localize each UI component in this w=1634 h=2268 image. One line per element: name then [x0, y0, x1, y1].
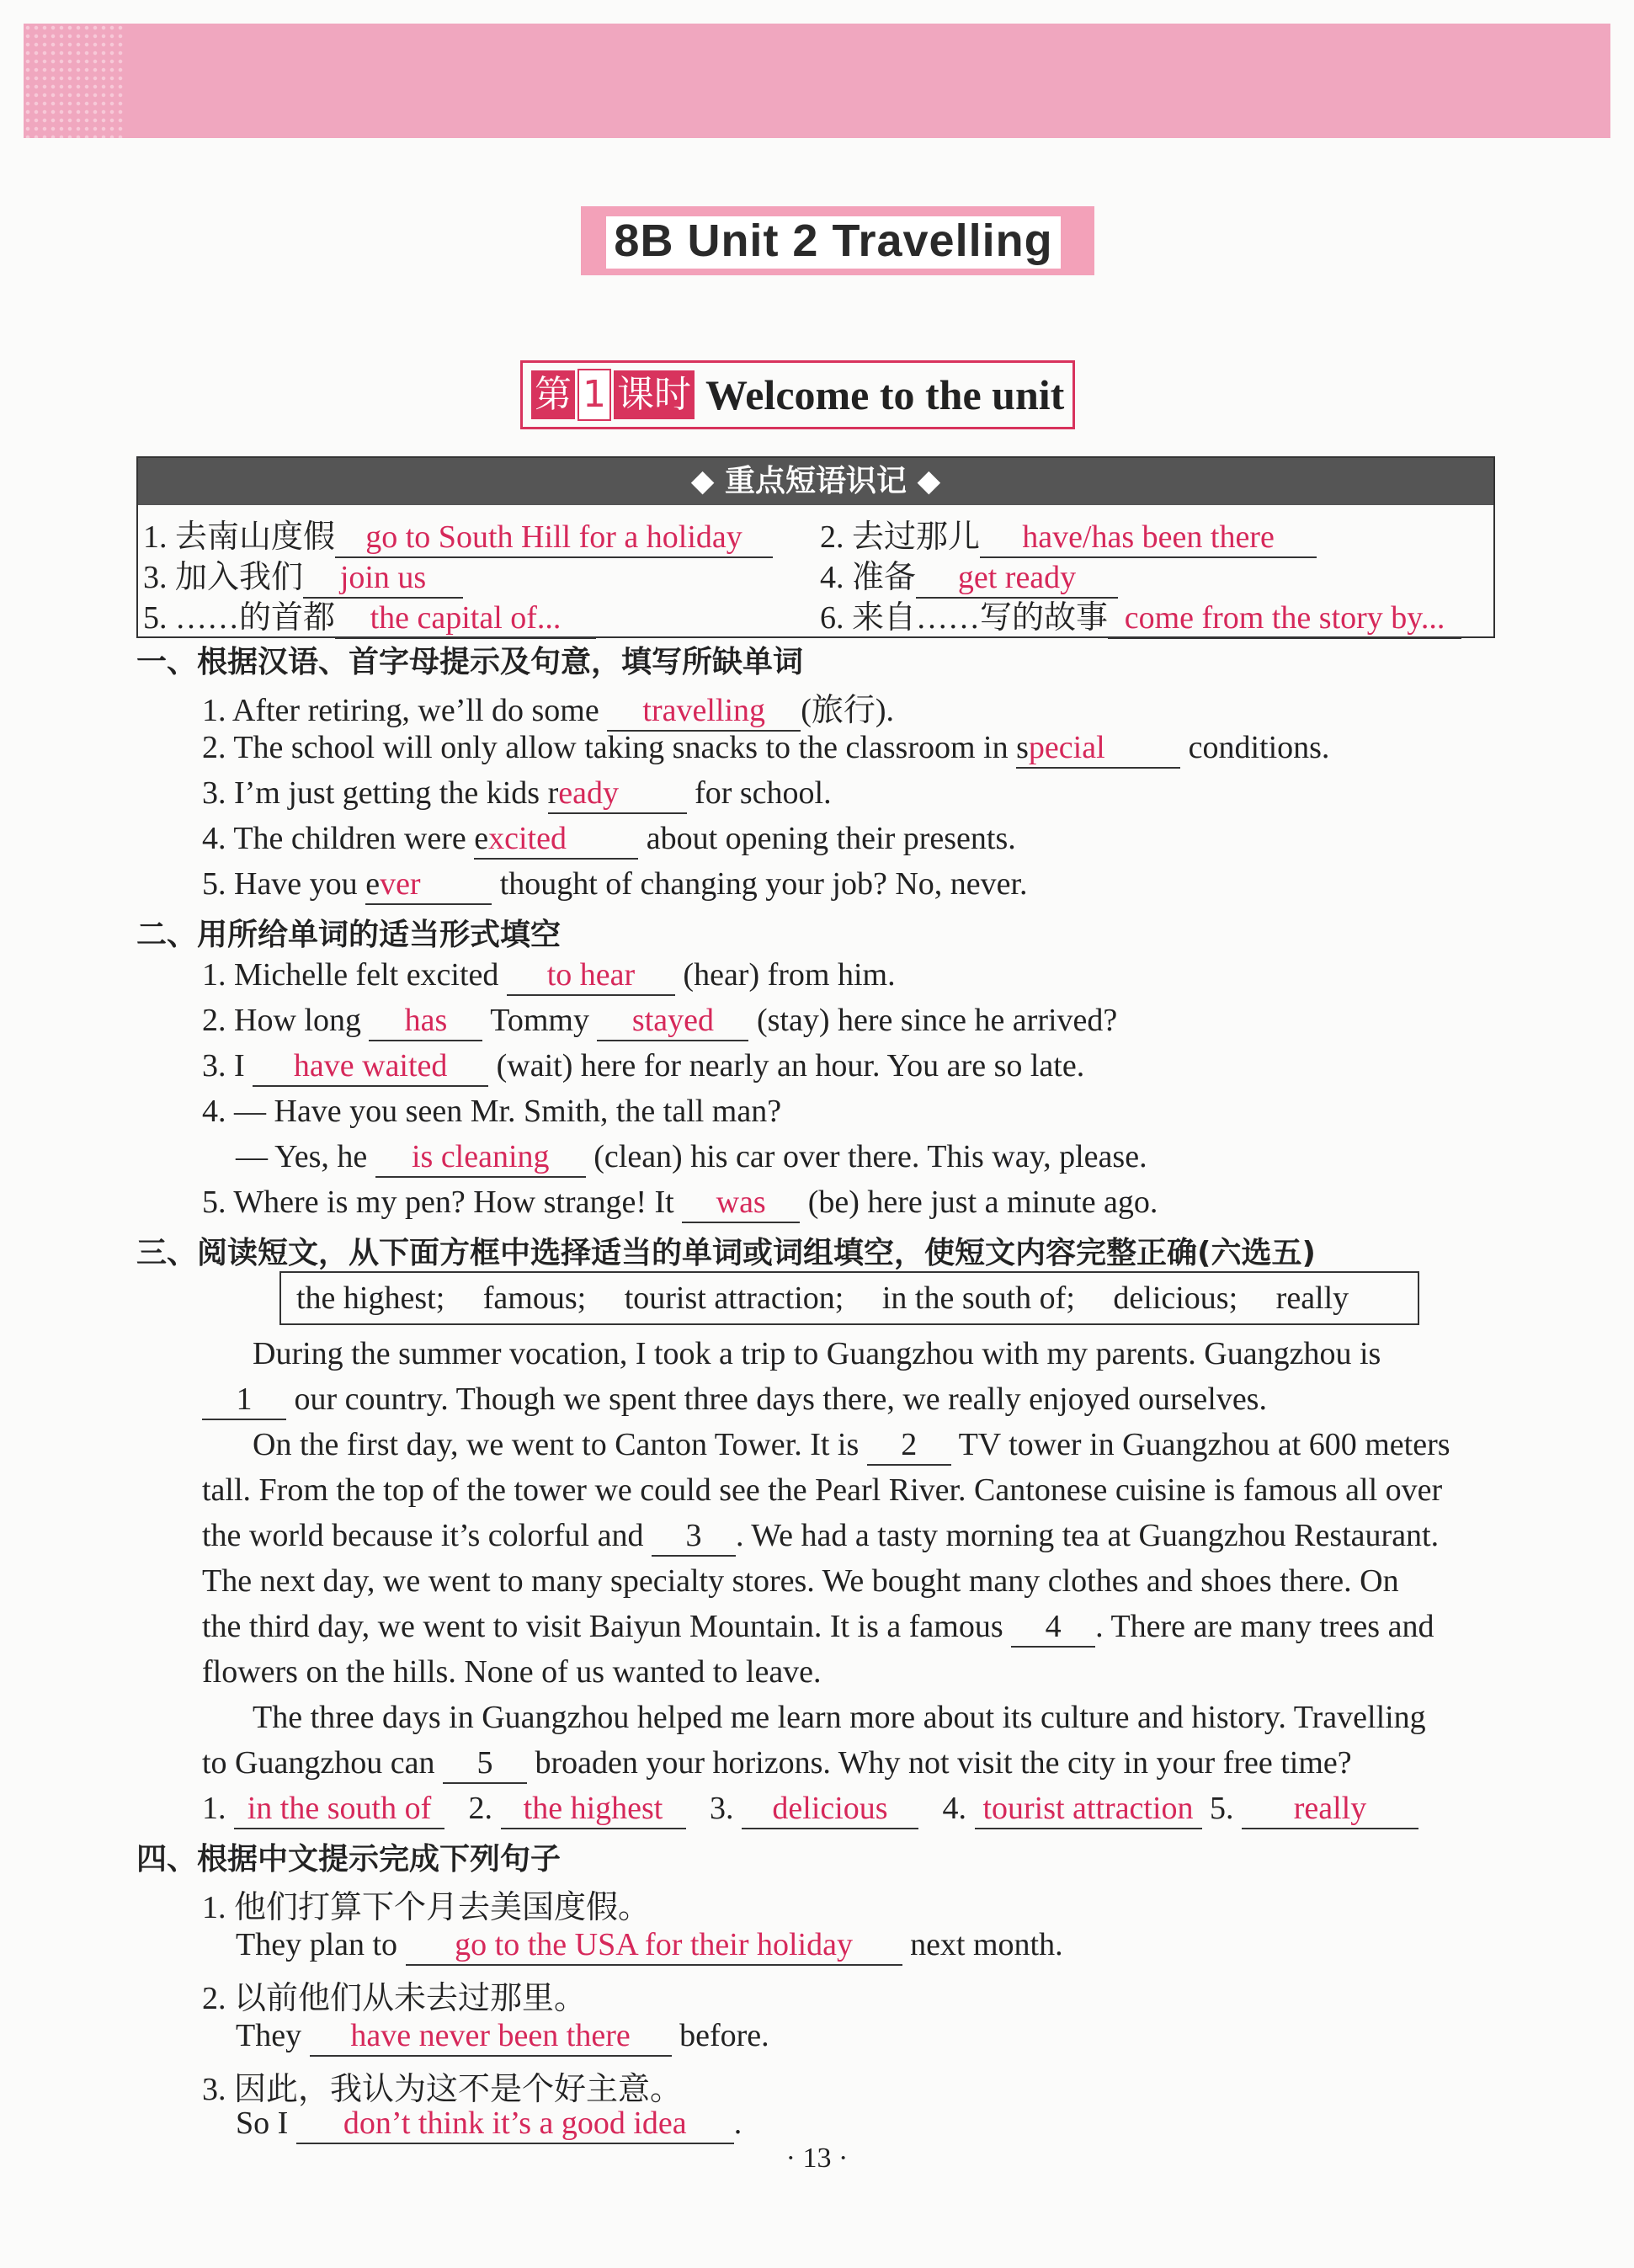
question-text: So I: [236, 2106, 296, 2141]
sec2-question-3: [202, 1047, 1084, 1087]
word-option: famous;: [482, 1280, 587, 1316]
answer-blank: was: [682, 1185, 800, 1223]
key-phrases-box: [136, 456, 1495, 638]
answer-blank: have never been there: [310, 2018, 672, 2057]
question-text: (wait) here for nearly an hour. You are so late.: [488, 1048, 1085, 1083]
sec2-question-1: [202, 956, 896, 996]
sec1-question-4: [202, 820, 1016, 860]
question-text: 3. I: [202, 1048, 253, 1083]
phrase-answer: go to South Hill for a holiday: [335, 519, 773, 558]
question-text: 4. The children were: [202, 821, 475, 856]
question-text: 1. Michelle felt excited: [202, 957, 507, 993]
initial-letter: s: [1016, 730, 1029, 765]
lesson-di: 第: [531, 370, 575, 419]
answer-blank: go to the USA for their holiday: [406, 1927, 902, 1966]
passage-text: . There are many trees and: [1095, 1609, 1434, 1644]
passage-line: tall. From the top of the tower we could see the Pearl River. Cantonese cuisine is famous all over: [202, 1472, 1443, 1508]
passage-line: The next day, we went to many specialty stores. We bought many clothes and shoes there. On: [202, 1563, 1399, 1599]
word-option: the highest;: [296, 1280, 445, 1316]
lesson-keshi: 课时: [614, 370, 695, 419]
phrase-label: 2. 去过那儿: [820, 519, 981, 555]
passage-line: [202, 1517, 1439, 1557]
sec2-question-4a: 4. — Have you seen Mr. Smith, the tall man?: [202, 1094, 782, 1129]
question-text: (stay) here since he arrived?: [748, 1003, 1118, 1038]
phrase-answer: get ready: [916, 560, 1118, 599]
question-text: (旅行).: [801, 693, 895, 728]
answer-blank: pecial: [1028, 730, 1105, 765]
answer-number: 2.: [468, 1791, 492, 1826]
passage-text: . We had a tasty morning tea at Guangzhou Restaurant.: [735, 1518, 1440, 1553]
passage-line: During the summer vocation, I took a trip to Guangzhou with my parents. Guangzhou is: [253, 1336, 1381, 1371]
unit-title-banner: [572, 198, 1094, 299]
sec2-question-4b: [236, 1138, 1147, 1178]
answer-blank: the highest: [501, 1791, 686, 1829]
question-text: for school.: [686, 775, 832, 811]
word-option: tourist attraction;: [624, 1280, 844, 1316]
question-text: next month.: [902, 1927, 1063, 1962]
phrase-answer: join us: [303, 560, 463, 599]
sec2-question-2: [202, 1002, 1117, 1041]
question-text: before.: [671, 2018, 769, 2053]
sec4-question-1-cn: 1. 他们打算下个月去美国度假。: [202, 1890, 651, 1925]
passage-line: [253, 1426, 1450, 1466]
word-option: really: [1275, 1280, 1349, 1316]
passage-text: On the first day, we went to Canton Tower. It is: [253, 1427, 867, 1462]
passage-line: flowers on the hills. None of us wanted to leave.: [202, 1654, 822, 1690]
answer-blank: in the south of: [234, 1791, 444, 1829]
question-text: about opening their presents.: [638, 821, 1016, 856]
sec1-question-1: [202, 684, 894, 732]
question-text: (clean) his car over there. This way, please.: [585, 1139, 1147, 1174]
passage-text: the third day, we went to visit Baiyun Mountain. It is a famous: [202, 1609, 1012, 1644]
passage-text: TV tower in Guangzhou at 600 meters: [950, 1427, 1450, 1462]
answer-blank: ver: [380, 866, 421, 902]
question-text: They plan to: [236, 1927, 406, 1962]
question-text: (hear) from him.: [674, 957, 896, 993]
initial-letter: e: [474, 821, 489, 856]
passage-text: to Guangzhou can: [202, 1745, 443, 1781]
answer-blank: to hear: [507, 957, 675, 996]
answer-blank: delicious: [742, 1791, 918, 1829]
question-text: Tommy: [482, 1003, 598, 1038]
sec1-question-5: [202, 865, 1028, 905]
answer-blank: is cleaning: [375, 1139, 586, 1178]
answer-blank: stayed: [597, 1003, 748, 1041]
question-text: 2. The school will only allow taking snacks to the classroom in: [202, 730, 1017, 765]
lesson-title: [520, 360, 1075, 429]
phrase-label: 6. 来自……写的故事: [820, 600, 1109, 636]
question-text: (be) here just a minute ago.: [800, 1185, 1158, 1220]
key-phrases-header: ◆ 重点短语识记 ◆: [138, 458, 1493, 505]
answer-blank: has: [369, 1003, 482, 1041]
passage-blank: 2: [867, 1427, 951, 1466]
phrase-label: 1. 去南山度假: [143, 519, 336, 555]
phrase-label: 4. 准备: [820, 560, 917, 595]
word-option: delicious;: [1113, 1280, 1238, 1316]
phrase-label: 5. ……的首都: [143, 600, 336, 636]
passage-blank: 4: [1011, 1609, 1095, 1648]
phrase-label: 3. 加入我们: [143, 560, 304, 595]
passage-line: The three days in Guangzhou helped me learn more about its culture and history. Travelling: [253, 1700, 1426, 1735]
lesson-name: Welcome to the unit: [705, 371, 1065, 418]
answer-blank: xcited: [488, 821, 567, 856]
passage-answers: [202, 1790, 1418, 1829]
section-2-title: 二、用所给单词的适当形式填空: [136, 918, 562, 952]
answer-number: 3.: [710, 1791, 734, 1826]
question-text: 5. Have you: [202, 866, 366, 902]
section-1-title: 一、根据汉语、首字母提示及句意，填写所缺单词: [136, 645, 804, 679]
passage-blank: 1: [202, 1382, 286, 1420]
sec1-question-3: [202, 775, 832, 814]
lesson-number: 1: [577, 369, 611, 421]
header-pattern: [24, 24, 125, 138]
question-text: thought of changing your job? No, never.: [492, 866, 1028, 902]
passage-text: the world because it’s colorful and: [202, 1518, 652, 1553]
phrase-item: [143, 591, 596, 639]
sec2-question-5: [202, 1184, 1158, 1223]
section-3-title: 三、阅读短文，从下面方框中选择适当的单词或词组填空，使短文内容完整正确(六选五): [136, 1236, 1316, 1270]
initial-letter: e: [365, 866, 381, 902]
sec4-question-2: [236, 2017, 769, 2057]
question-text: 1. After retiring, we’ll do some: [202, 693, 608, 728]
question-text: 5. Where is my pen? How strange! It: [202, 1185, 683, 1220]
answer-blank: don’t think it’s a good idea: [296, 2106, 734, 2144]
sec4-question-2-cn: 2. 以前他们从未去过那里。: [202, 1981, 587, 2016]
phrase-answer: the capital of...: [335, 600, 596, 639]
passage-text: broaden your horizons. Why not visit the city in your free time?: [526, 1745, 1352, 1781]
answer-number: 1.: [202, 1791, 226, 1826]
question-text: conditions.: [1180, 730, 1330, 765]
passage-blank: 5: [443, 1745, 527, 1784]
question-text: 3. I’m just getting the kids: [202, 775, 548, 811]
question-text: 2. How long: [202, 1003, 370, 1038]
answer-number: 4.: [942, 1791, 966, 1826]
phrase-answer: have/has been there: [980, 519, 1317, 558]
answer-blank: eady: [558, 775, 619, 811]
unit-title: 8B Unit 2 Travelling: [614, 216, 1053, 266]
answer-blank: travelling: [607, 693, 801, 732]
word-bank: [279, 1271, 1419, 1325]
question-text: — Yes, he: [236, 1139, 375, 1174]
section-4-title: 四、根据中文提示完成下列句子: [136, 1842, 562, 1877]
header-band: [24, 24, 1610, 138]
passage-line: [202, 1744, 1352, 1784]
initial-letter: r: [547, 775, 559, 811]
sec4-question-1: [236, 1926, 1063, 1966]
sec1-question-2: [202, 729, 1329, 769]
passage-line: [202, 1381, 1267, 1420]
passage-blank: 3: [652, 1518, 736, 1557]
word-option: in the south of;: [881, 1280, 1075, 1316]
phrase-item: [820, 591, 1461, 639]
passage-text: our country. Though we spent three days there, we really enjoyed ourselves.: [286, 1382, 1267, 1417]
phrase-answer: come from the story by...: [1108, 600, 1461, 639]
page-number: · 13 ·: [785, 2143, 849, 2174]
question-text: .: [733, 2106, 742, 2141]
passage-line: [202, 1608, 1434, 1648]
answer-blank: have waited: [253, 1048, 488, 1087]
answer-number: 5.: [1210, 1791, 1234, 1826]
answer-blank: really: [1242, 1791, 1418, 1829]
sec4-question-3-cn: 3. 因此，我认为这不是个好主意。: [202, 2072, 683, 2107]
answer-blank: tourist attraction: [975, 1791, 1202, 1829]
question-text: They: [236, 2018, 310, 2053]
sec4-question-3: [236, 2105, 742, 2144]
